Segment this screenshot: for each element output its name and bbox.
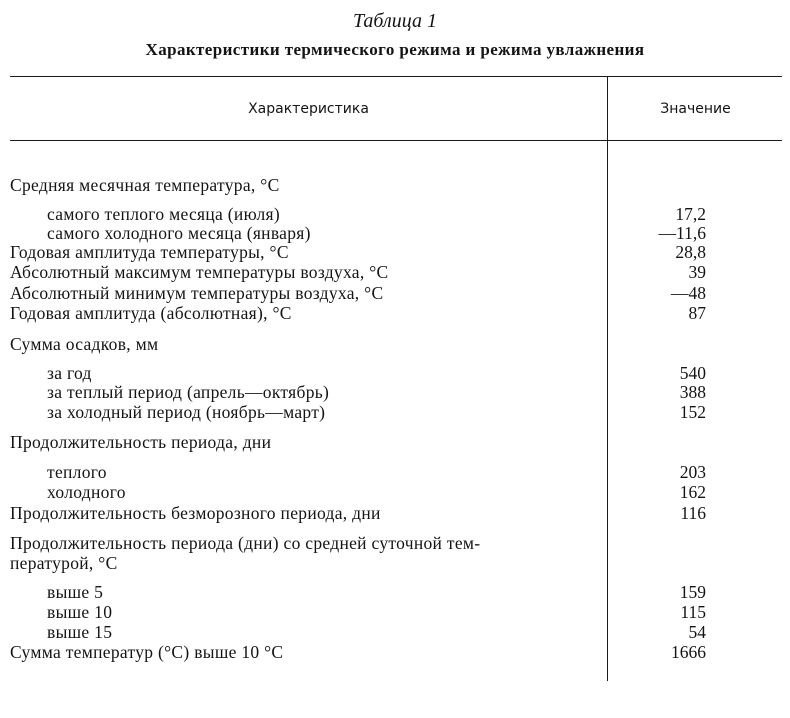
row-label: за холодный период (ноябрь—март) (47, 402, 326, 422)
table-row (0, 602, 790, 622)
row-value: 54 (688, 622, 706, 642)
row-label: за теплый период (апрель—октябрь) (47, 382, 330, 402)
row-label: Сумма осадков, мм (10, 334, 159, 354)
row-value: 159 (679, 582, 706, 602)
row-value: 115 (680, 602, 706, 622)
table-row (0, 303, 790, 323)
table-row (0, 223, 790, 243)
table-row (0, 175, 790, 195)
row-label: Абсолютный максимум температуры воздуха, °С (10, 262, 389, 282)
row-label: выше 15 (47, 622, 113, 642)
table-row (0, 402, 790, 422)
table-row (0, 622, 790, 642)
row-value: 39 (688, 262, 706, 282)
table-row (0, 533, 790, 553)
table-row (0, 262, 790, 282)
table-row (0, 334, 790, 354)
row-label: Сумма температур (°С) выше 10 °С (10, 642, 284, 662)
row-label: Годовая амплитуда температуры, °С (10, 242, 289, 262)
row-label: Абсолютный минимум температуры воздуха, °С (10, 283, 384, 303)
header-rule (10, 140, 782, 141)
row-label: Продолжительность периода (дни) со средней суточной тем- (10, 533, 481, 553)
header-characteristic: Характеристика (248, 101, 369, 117)
table-row (0, 482, 790, 502)
header-value: Значение (660, 101, 731, 117)
row-value: 388 (679, 382, 706, 402)
row-label: самого теплого месяца (июля) (47, 204, 281, 224)
table-row (0, 204, 790, 224)
table-row (0, 462, 790, 482)
row-label: выше 5 (47, 582, 104, 602)
table-row (0, 503, 790, 523)
row-value: 1666 (671, 642, 706, 662)
row-value: 162 (679, 482, 706, 502)
row-value: —11,6 (658, 223, 706, 243)
row-value: 28,8 (675, 242, 706, 262)
row-value: —48 (671, 283, 706, 303)
row-value: 116 (680, 503, 706, 523)
table-row (0, 582, 790, 602)
table-row (0, 553, 790, 573)
table-row (0, 382, 790, 402)
row-value: 203 (679, 462, 706, 482)
table-row (0, 432, 790, 452)
row-label: холодного (47, 482, 126, 502)
row-value: 152 (679, 402, 706, 422)
table-title: Характеристики термического режима и режима увлажнения (145, 40, 645, 59)
row-label: теплого (47, 462, 107, 482)
row-label: Годовая амплитуда (абсолютная), °С (10, 303, 292, 323)
table-caption: Таблица 1 (353, 10, 437, 32)
table-row (0, 242, 790, 262)
top-rule (10, 76, 782, 77)
row-label: Продолжительность периода, дни (10, 432, 272, 452)
row-label: Средняя месячная температура, °С (10, 175, 280, 195)
row-label: Продолжительность безморозного периода, дни (10, 503, 381, 523)
row-label: пературой, °С (10, 553, 118, 573)
row-value: 540 (679, 363, 706, 383)
table-row (0, 283, 790, 303)
row-label: за год (47, 363, 92, 383)
row-label: выше 10 (47, 602, 113, 622)
row-label: самого холодного месяца (января) (47, 223, 311, 243)
table-row (0, 642, 790, 662)
table-row (0, 363, 790, 383)
row-value: 17,2 (675, 204, 706, 224)
row-value: 87 (688, 303, 706, 323)
